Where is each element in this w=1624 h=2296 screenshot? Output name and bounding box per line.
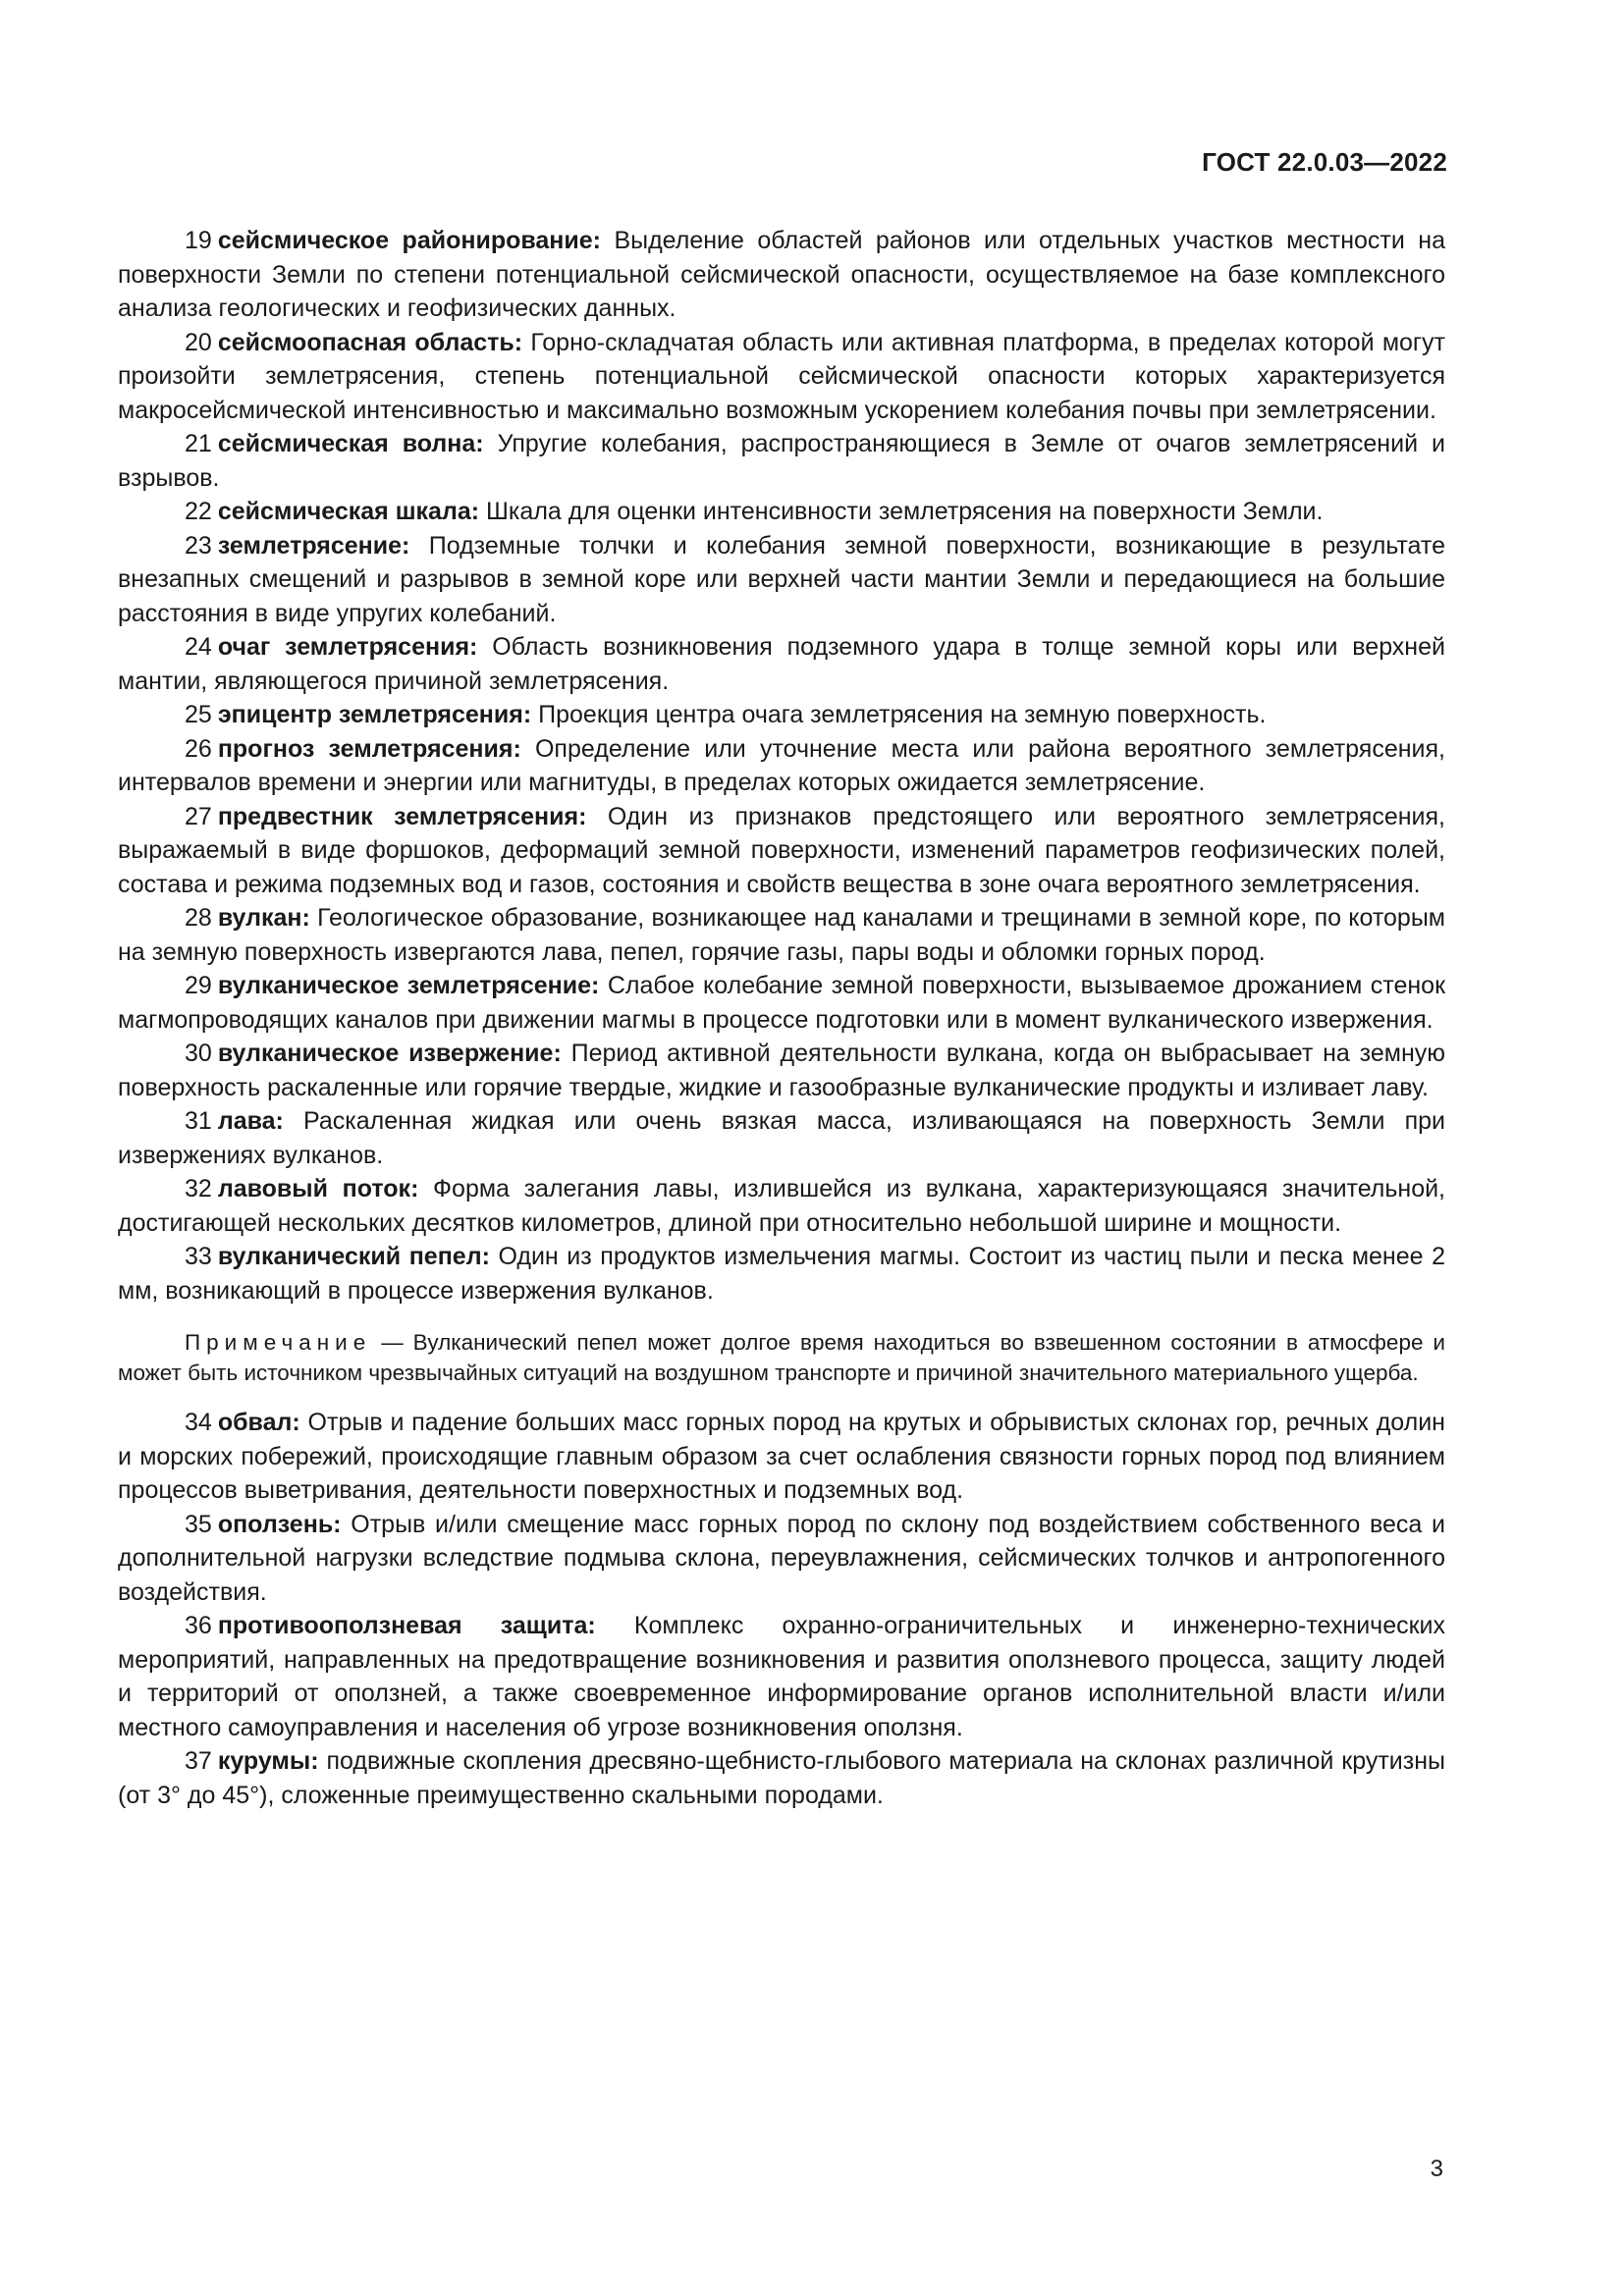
term-definition: Форма залегания лавы, излившейся из вулкана, характеризующаяся значительной, достигающей нескольких десятков километров, длиной при относительно небольшой ширине и мощности. xyxy=(118,1175,1446,1237)
term-entry xyxy=(118,1508,1445,1610)
terms-list-a xyxy=(118,224,1445,1308)
term-number: 25 xyxy=(185,701,212,728)
term-number: 34 xyxy=(185,1409,212,1436)
term-entry xyxy=(118,1609,1445,1744)
term-entry xyxy=(118,1172,1445,1240)
term-name: лавовый поток: xyxy=(217,1175,419,1202)
term-definition: Определение или уточнение места или района вероятного землетрясения, интервалов времени и энергии или магнитуды, в пределах которых ожидается землетрясение. xyxy=(118,734,1445,796)
term-entry xyxy=(118,495,1445,529)
term-entry xyxy=(118,630,1445,698)
term-entry xyxy=(118,529,1445,631)
term-definition: Геологическое образование, возникающее над каналами и трещинами в земной коре, по которым на земную поверхность извергаются лава, пепел, горячие газы, пары воды и обломки горных пород. xyxy=(118,904,1445,966)
term-name: оползень: xyxy=(217,1510,342,1538)
term-name: сейсмическая волна: xyxy=(217,430,484,457)
term-name: прогноз землетрясения: xyxy=(217,734,521,763)
term-number: 33 xyxy=(185,1243,212,1270)
term-number: 20 xyxy=(185,328,212,356)
term-number: 30 xyxy=(185,1040,212,1067)
terms-list-b xyxy=(118,1406,1445,1812)
term-number: 36 xyxy=(185,1612,212,1639)
term-name: лава: xyxy=(217,1107,284,1135)
term-entry xyxy=(118,732,1445,800)
term-definition: Область возникновения подземного удара в толще земной коры или верхней мантии, являющегося причиной землетрясения. xyxy=(118,633,1445,695)
term-definition: Упругие колебания, распространяющиеся в Земле от очагов землетрясений и взрывов. xyxy=(118,430,1445,492)
term-definition: Отрыв и падение больших масс горных пород на крутых и обрывистых склонах гор, речных долин и морских побережий, происходящие главным образом за счет ослабления связности горных пород под влиянием процессов выветривания, деятельности поверхностных и подземных вод. xyxy=(118,1409,1445,1504)
term-number: 26 xyxy=(185,734,212,763)
note-text: — Вулканический пепел может долгое время находиться во взвешенном состоянии в атмосфере и может быть источником чрезвычайных ситуаций на воздушном транспорте и причиной значительного материального ущерба. xyxy=(118,1330,1445,1385)
term-name: сейсмоопасная область: xyxy=(217,328,523,356)
term-name: вулканическое землетрясение: xyxy=(217,972,600,999)
term-number: 28 xyxy=(185,904,212,932)
term-name: эпицентр землетрясения: xyxy=(217,701,532,728)
term-definition: Проекция центра очага землетрясения на земную поверхность. xyxy=(538,701,1267,728)
term-number: 32 xyxy=(185,1175,212,1202)
term-entry xyxy=(118,1037,1445,1104)
term-name: обвал: xyxy=(217,1409,300,1436)
term-name: вулканическое извержение: xyxy=(217,1040,562,1067)
term-name: вулканический пепел: xyxy=(217,1243,490,1270)
term-entry xyxy=(118,1240,1445,1308)
term-definition: Раскаленная жидкая или очень вязкая масса, изливающаяся на поверхность Земли при извержениях вулканов. xyxy=(118,1107,1445,1169)
term-entry xyxy=(118,224,1445,326)
term-number: 31 xyxy=(185,1107,212,1135)
term-number: 37 xyxy=(185,1747,212,1775)
term-definition: Выделение областей районов или отдельных участков местности на поверхности Земли по степени потенциальной сейсмической опасности, осуществляемое на базе комплексного анализа геологических и геофизических данных. xyxy=(118,227,1445,322)
term-name: очаг землетрясения: xyxy=(217,633,478,661)
term-entry xyxy=(118,1744,1445,1812)
page-number: 3 xyxy=(1430,2156,1443,2182)
term-number: 24 xyxy=(185,633,212,661)
term-name: противооползневая защита: xyxy=(217,1612,596,1639)
term-entry xyxy=(118,427,1445,495)
term-name: сейсмическая шкала: xyxy=(217,498,480,525)
term-entry xyxy=(118,698,1445,732)
term-entry xyxy=(118,969,1445,1037)
term-definition: Горно-складчатая область или активная платформа, в пределах которой могут произойти землетрясения, степень потенциальной сейсмической опасности которых характеризуется макросейсмической интенсивностью и максимально возможным ускорением колебания почвы при землетрясении. xyxy=(118,328,1445,424)
term-definition: Один из признаков предстоящего или вероятного землетрясения, выражаемый в виде форшоков, деформаций земной поверхности, изменений параметров геофизических полей, состава и режима подземных вод и газов, состояния и свойств вещества в зоне очага вероятного землетрясения. xyxy=(118,802,1445,898)
document-header: ГОСТ 22.0.03—2022 xyxy=(1202,147,1447,177)
term-entry xyxy=(118,326,1445,428)
term-number: 22 xyxy=(185,498,212,525)
term-definition: Комплекс охранно-ограничительных и инженерно-технических мероприятий, направленных на предотвращение возникновения и развития оползневого процесса, защиту людей и территорий от оползней, а также своевременное информирование органов исполнительной власти и/или местного самоуправления и населения об угрозе возникновения оползня. xyxy=(118,1612,1445,1741)
term-definition: Один из продуктов измельчения магмы. Состоит из частиц пыли и песка менее 2 мм, возникающий в процессе извержения вулканов. xyxy=(118,1243,1445,1305)
term-number: 27 xyxy=(185,802,212,830)
term-entry xyxy=(118,1406,1445,1508)
term-number: 19 xyxy=(185,227,212,254)
note-label: Примечание xyxy=(185,1330,372,1355)
term-definition: Шкала для оценки интенсивности землетрясения на поверхности Земли. xyxy=(486,498,1324,525)
term-definition: Период активной деятельности вулкана, когда он выбрасывает на земную поверхность раскаленные или горячие твердые, жидкие и газообразные вулканические продукты и изливает лаву. xyxy=(118,1040,1445,1101)
term-name: курумы: xyxy=(217,1747,319,1775)
term-entry xyxy=(118,1104,1445,1172)
term-name: сейсмическое районирование: xyxy=(217,227,602,254)
term-number: 23 xyxy=(185,531,212,560)
term-definition: Отрыв и/или смещение масс горных пород по склону под воздействием собственного веса и дополнительной нагрузки вследствие подмыва склона, переувлажнения, сейсмических толчков и антропогенного воздействия. xyxy=(118,1510,1445,1606)
term-number: 21 xyxy=(185,430,212,457)
term-name: землетрясение: xyxy=(217,531,410,560)
term-entry xyxy=(118,800,1445,902)
term-definition: Подземные толчки и колебания земной поверхности, возникающие в результате внезапных смещений и разрывов в земной коре или верхней части мантии Земли и передающиеся на большие расстояния в виде упругих колебаний. xyxy=(118,531,1445,627)
term-entry xyxy=(118,901,1445,969)
terms-content xyxy=(118,224,1445,1812)
term-number: 35 xyxy=(185,1510,212,1538)
term-name: предвестник землетрясения: xyxy=(217,802,587,830)
term-definition: подвижные скопления дресвяно-щебнисто-глыбового материала на склонах различной крутизны (от 3° до 45°), сложенные преимущественно скальными породами. xyxy=(118,1747,1446,1809)
term-name: вулкан: xyxy=(217,904,310,932)
note xyxy=(118,1327,1445,1388)
term-definition: Слабое колебание земной поверхности, вызываемое дрожанием стенок магмопроводящих каналов при движении магмы в процессе подготовки или в момент вулканического извержения. xyxy=(118,972,1446,1034)
term-number: 29 xyxy=(185,972,212,999)
